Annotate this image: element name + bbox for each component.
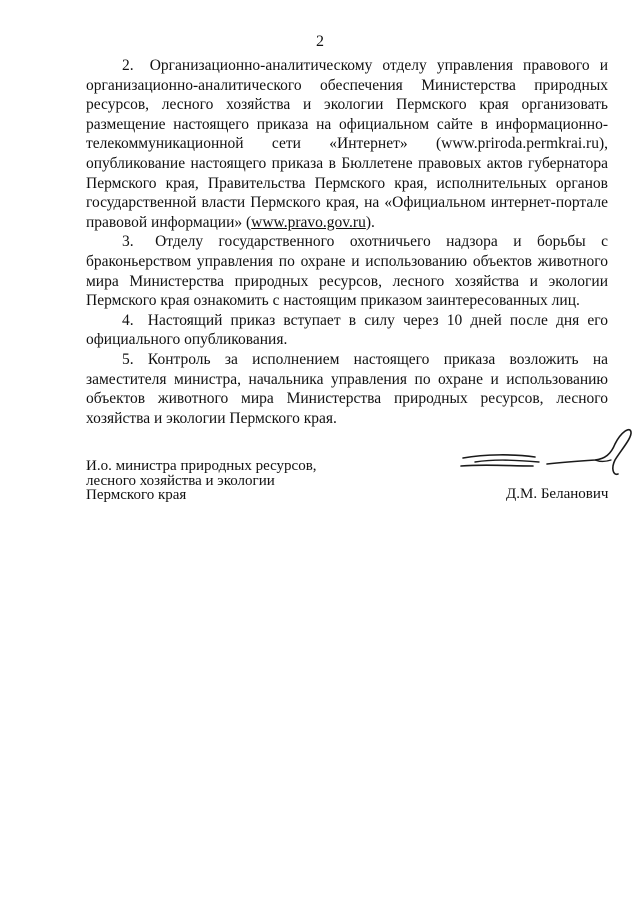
signer-title <box>86 459 346 503</box>
paragraph-3 <box>86 232 608 310</box>
signer-title-line: лесного хозяйства и экологии <box>86 472 275 489</box>
signer-title-line: И.о. министра природных ресурсов, <box>86 458 317 474</box>
paragraph-2 <box>86 56 608 232</box>
page-number: 2 <box>316 33 324 50</box>
paragraph-number: 2. <box>122 57 134 74</box>
paragraph-number: 4. <box>122 311 134 329</box>
paragraph-text: Контроль за исполнением настоящего приказа возложить на заместителя министра, начальника управления по охране и использованию объектов животного мира Министерства природных ресурсов, лесного хозяйства и экологии Пермского края. <box>86 350 608 427</box>
signer-name: Д.М. Беланович <box>506 486 609 502</box>
paragraph-number: 5. <box>122 350 134 368</box>
handwritten-signature <box>455 424 640 484</box>
paragraph-text-tail: ). <box>365 213 375 231</box>
paragraph-4 <box>86 311 608 350</box>
document-body <box>86 56 608 428</box>
paragraph-5 <box>86 350 608 428</box>
paragraph-text: Организационно-аналитическому отделу управления правового и организационно-аналитического обеспечения Министерства природных ресурсов, лесного хозяйства и экологии Пермского края организовать размещение настоящего приказа на официальном сайте в информационно-телекоммуникационной сети «Интернет» (www.priroda.permkrai.ru), опубликование настоящего приказа в Бюллетене правовых актов губернатора Пермского края, Правительства Пермского края, исполнительных органов государственной власти Пермского края, на «Официальном интернет-портале правовой информации» ( <box>86 57 608 231</box>
paragraph-number: 3. <box>122 233 134 251</box>
signer-title-line: Пермского края <box>86 487 187 503</box>
paragraph-text: Отделу государственного охотничьего надзора и борьбы с браконьерством управления по охране и использованию объектов животного мира Министерства природных ресурсов, лесного хозяйства и экологии Пермского края ознакомить с настоящим приказом заинтересованных лиц. <box>86 233 609 310</box>
pravo-gov-link[interactable]: www.pravo.gov.ru <box>251 213 366 231</box>
paragraph-text: Настоящий приказ вступает в силу через 10 дней после дня его официального опубликования. <box>86 311 609 349</box>
